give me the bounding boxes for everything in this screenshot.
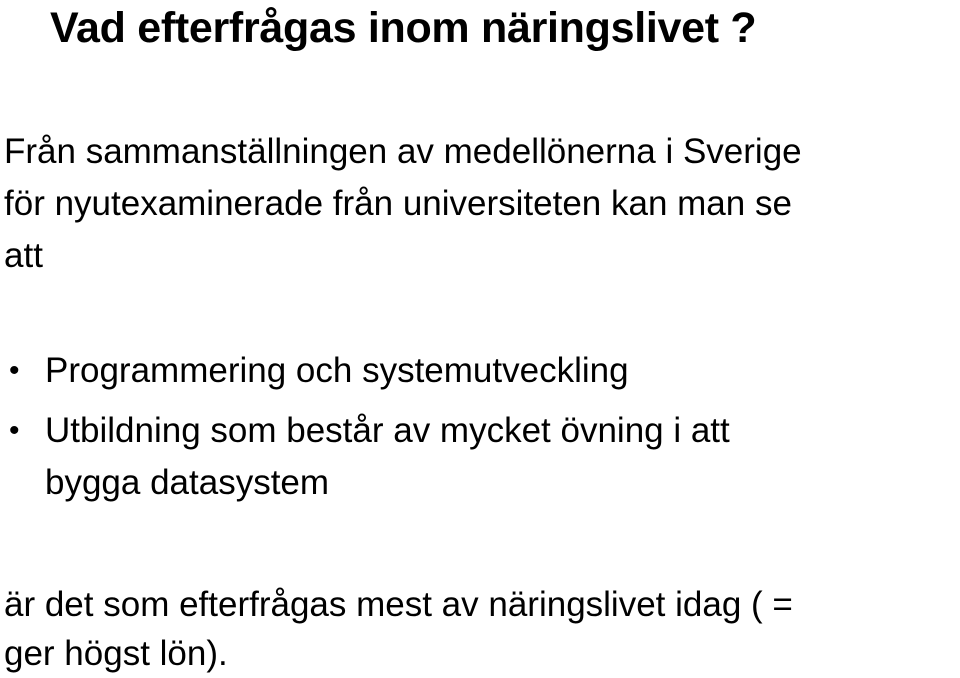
bullet-text: Utbildning som består av mycket övning i att [45,411,730,450]
closing-line: är det som efterfrågas mest av näringslivet idag ( = [4,585,793,624]
intro-line: att [4,236,43,275]
closing-line: ger högst lön). [4,634,228,673]
bullet-text: bygga datasystem [45,463,330,502]
intro-line: Från sammanställningen av medellönerna i Sverige [4,132,802,171]
bullet-item-education [0,405,730,509]
bullet-text: Programmering och systemutveckling [45,351,629,390]
intro-line: för nyutexaminerade från universiteten kan man se [4,184,792,223]
bullet-icon: • [9,414,20,447]
bullet-icon: • [9,354,20,387]
intro-paragraph [4,126,954,282]
closing-paragraph [4,580,793,678]
bullet-item-programming [0,345,730,397]
bullet-list [0,345,730,517]
slide-title: Vad efterfrågas inom näringslivet ? [50,4,757,52]
